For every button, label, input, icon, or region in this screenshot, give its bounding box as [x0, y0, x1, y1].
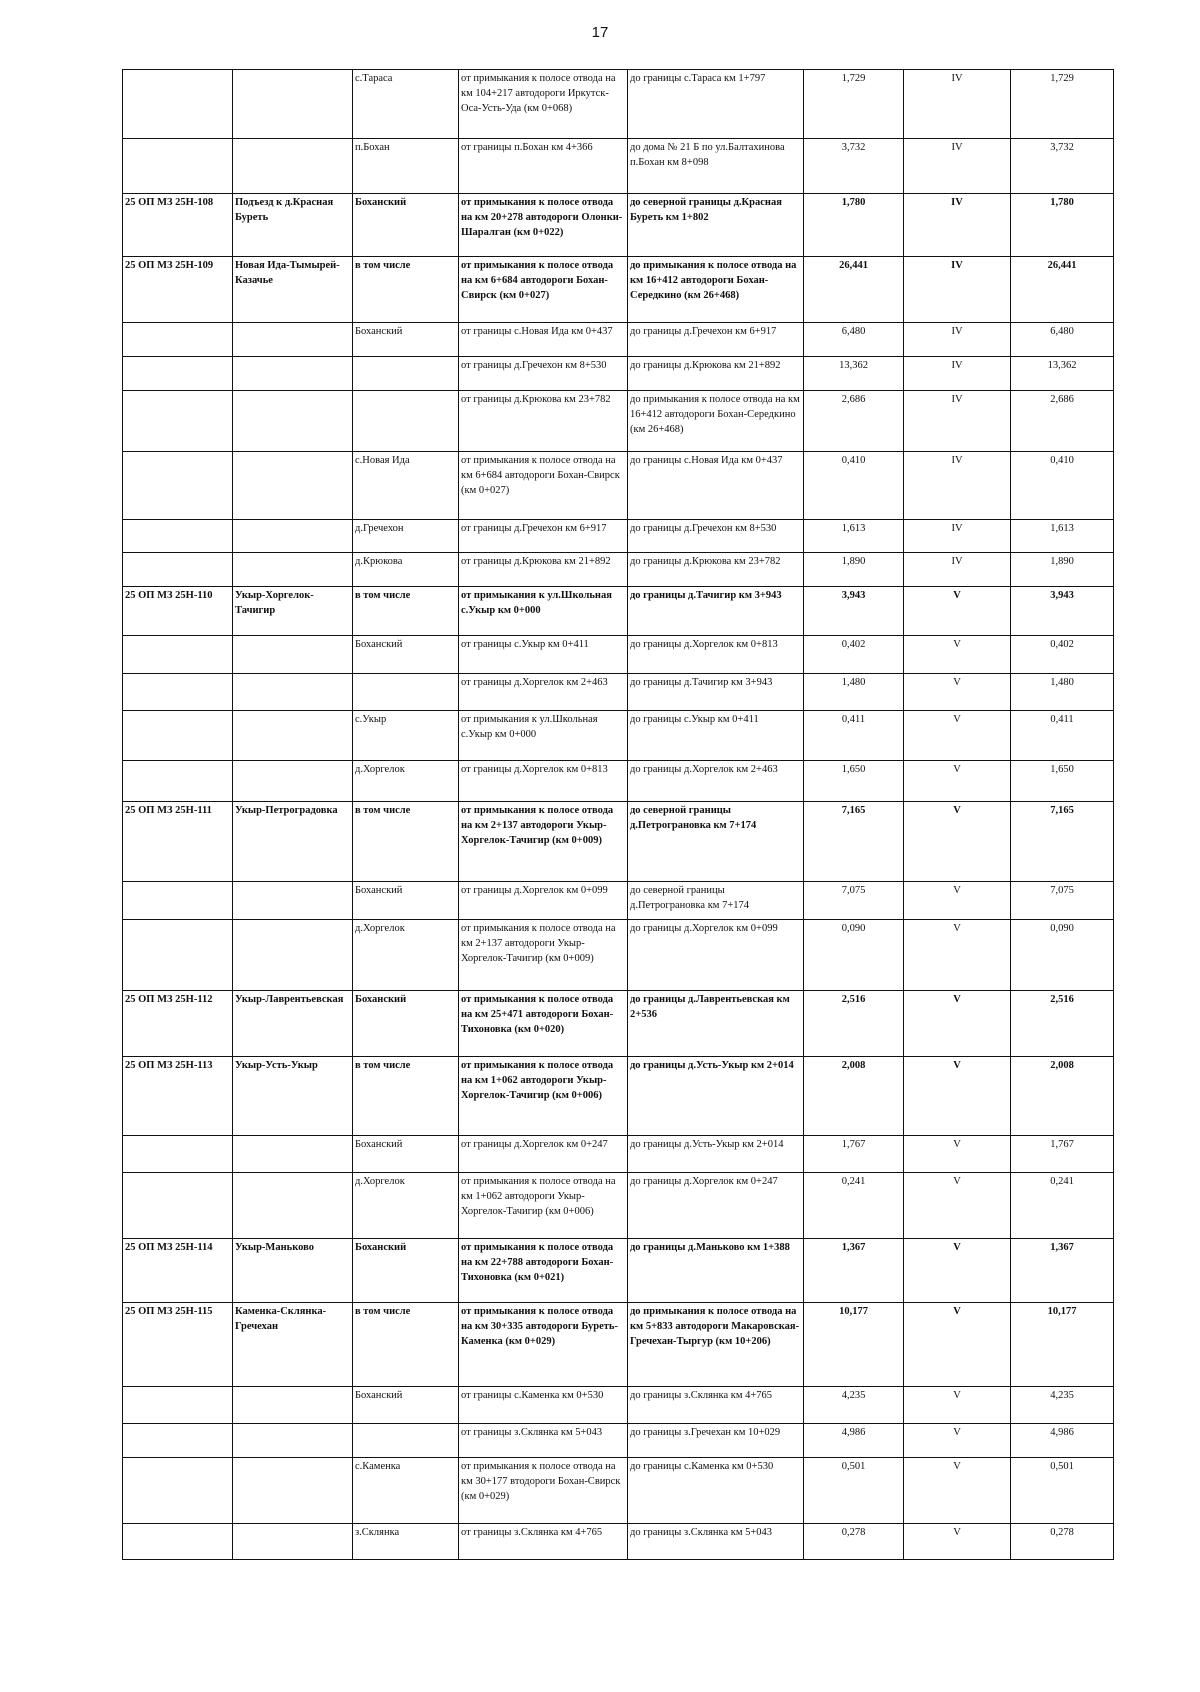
- total-length-cell: 0,411: [1011, 711, 1114, 761]
- segment-end-cell: до границы д.Крюкова км 23+782: [628, 553, 804, 587]
- road-name-cell: [233, 139, 353, 194]
- road-name-cell: [233, 674, 353, 711]
- segment-start-cell: от границы д.Хоргелок км 0+813: [459, 761, 628, 802]
- total-length-cell: 0,410: [1011, 452, 1114, 520]
- segment-end-cell: до границы д.Крюкова км 21+892: [628, 357, 804, 391]
- segment-start-cell: от примыкания к полосе отвода на км 1+062 автодороги Укыр-Хоргелок-Тачигир (км 0+006): [459, 1173, 628, 1239]
- segment-start-cell: от примыкания к полосе отвода на км 2+137 автодороги Укыр-Хоргелок-Тачигир (км 0+009): [459, 920, 628, 991]
- length-cell: 2,008: [804, 1057, 904, 1136]
- location-cell: Боханский: [353, 1136, 459, 1173]
- segment-end-cell: до границы д.Тачигир км 3+943: [628, 674, 804, 711]
- segment-end-cell: до границы д.Усть-Укыр км 2+014: [628, 1057, 804, 1136]
- segment-end-cell: до границы с.Каменка км 0+530: [628, 1458, 804, 1524]
- segment-end-cell: до границы з.Склянка км 4+765: [628, 1387, 804, 1424]
- location-cell: в том числе: [353, 257, 459, 323]
- total-length-cell: 3,732: [1011, 139, 1114, 194]
- segment-end-cell: до границы д.Маньково км 1+388: [628, 1239, 804, 1303]
- segment-start-cell: от примыкания к полосе отвода на км 30+335 автодороги Буреть-Каменка (км 0+029): [459, 1303, 628, 1387]
- length-cell: 2,686: [804, 391, 904, 452]
- location-cell: Боханский: [353, 882, 459, 920]
- table-row: [123, 257, 1114, 323]
- location-cell: в том числе: [353, 1303, 459, 1387]
- table-row: [123, 882, 1114, 920]
- category-cell: V: [904, 711, 1011, 761]
- total-length-cell: 1,650: [1011, 761, 1114, 802]
- category-cell: IV: [904, 553, 1011, 587]
- total-length-cell: 0,090: [1011, 920, 1114, 991]
- table-row: [123, 357, 1114, 391]
- total-length-cell: 0,402: [1011, 636, 1114, 674]
- segment-start-cell: от границы с.Новая Ида км 0+437: [459, 323, 628, 357]
- total-length-cell: 13,362: [1011, 357, 1114, 391]
- road-code-cell: [123, 761, 233, 802]
- table-row: [123, 1057, 1114, 1136]
- segment-end-cell: до границы д.Хоргелок км 2+463: [628, 761, 804, 802]
- location-cell: Боханский: [353, 1239, 459, 1303]
- location-cell: [353, 1424, 459, 1458]
- segment-start-cell: от границы д.Крюкова км 23+782: [459, 391, 628, 452]
- length-cell: 1,480: [804, 674, 904, 711]
- table-row: [123, 1303, 1114, 1387]
- total-length-cell: 0,241: [1011, 1173, 1114, 1239]
- total-length-cell: 2,516: [1011, 991, 1114, 1057]
- segment-start-cell: от границы д.Крюкова км 21+892: [459, 553, 628, 587]
- total-length-cell: 6,480: [1011, 323, 1114, 357]
- segment-start-cell: от примыкания к ул.Школьная с.Укыр км 0+000: [459, 587, 628, 636]
- road-name-cell: [233, 920, 353, 991]
- road-name-cell: Новая Ида-Тымырей-Казачье: [233, 257, 353, 323]
- segment-end-cell: до границы д.Хоргелок км 0+247: [628, 1173, 804, 1239]
- table-row: [123, 520, 1114, 553]
- segment-end-cell: до дома № 21 Б по ул.Балтахинова п.Бохан км 8+098: [628, 139, 804, 194]
- segment-start-cell: от границы д.Хоргелок км 0+247: [459, 1136, 628, 1173]
- road-name-cell: Укыр-Маньково: [233, 1239, 353, 1303]
- length-cell: 1,650: [804, 761, 904, 802]
- length-cell: 1,890: [804, 553, 904, 587]
- table-row: [123, 1387, 1114, 1424]
- length-cell: 0,402: [804, 636, 904, 674]
- road-name-cell: [233, 711, 353, 761]
- category-cell: IV: [904, 520, 1011, 553]
- location-cell: Боханский: [353, 636, 459, 674]
- table-row: [123, 553, 1114, 587]
- road-name-cell: Укыр-Лаврентьевская: [233, 991, 353, 1057]
- segment-end-cell: до границы д.Хоргелок км 0+099: [628, 920, 804, 991]
- road-name-cell: [233, 357, 353, 391]
- total-length-cell: 1,729: [1011, 70, 1114, 139]
- segment-end-cell: до примыкания к полосе отвода на км 16+412 автодороги Бохан-Середкино (км 26+468): [628, 257, 804, 323]
- length-cell: 2,516: [804, 991, 904, 1057]
- road-code-cell: [123, 323, 233, 357]
- segment-end-cell: до северной границы д.Петрограновка км 7+174: [628, 882, 804, 920]
- road-code-cell: 25 ОП МЗ 25Н-110: [123, 587, 233, 636]
- total-length-cell: 0,501: [1011, 1458, 1114, 1524]
- category-cell: IV: [904, 70, 1011, 139]
- location-cell: п.Бохан: [353, 139, 459, 194]
- category-cell: V: [904, 991, 1011, 1057]
- table-row: [123, 194, 1114, 257]
- category-cell: V: [904, 761, 1011, 802]
- road-register-table: [122, 69, 1114, 1560]
- road-code-cell: 25 ОП МЗ 25Н-111: [123, 802, 233, 882]
- road-name-cell: Укыр-Усть-Укыр: [233, 1057, 353, 1136]
- total-length-cell: 1,890: [1011, 553, 1114, 587]
- road-name-cell: [233, 882, 353, 920]
- category-cell: IV: [904, 452, 1011, 520]
- category-cell: V: [904, 1057, 1011, 1136]
- total-length-cell: 1,480: [1011, 674, 1114, 711]
- segment-start-cell: от примыкания к полосе отвода на км 25+471 автодороги Бохан-Тихоновка (км 0+020): [459, 991, 628, 1057]
- total-length-cell: 1,780: [1011, 194, 1114, 257]
- total-length-cell: 3,943: [1011, 587, 1114, 636]
- table-row: [123, 1458, 1114, 1524]
- segment-end-cell: до северной границы д.Красная Буреть км 1+802: [628, 194, 804, 257]
- segment-end-cell: до границы д.Гречехон км 6+917: [628, 323, 804, 357]
- length-cell: 0,411: [804, 711, 904, 761]
- length-cell: 3,943: [804, 587, 904, 636]
- location-cell: [353, 674, 459, 711]
- total-length-cell: 4,986: [1011, 1424, 1114, 1458]
- category-cell: IV: [904, 139, 1011, 194]
- segment-end-cell: до границы с.Укыр км 0+411: [628, 711, 804, 761]
- road-code-cell: [123, 1387, 233, 1424]
- location-cell: с.Тараса: [353, 70, 459, 139]
- total-length-cell: 26,441: [1011, 257, 1114, 323]
- length-cell: 0,241: [804, 1173, 904, 1239]
- total-length-cell: 1,367: [1011, 1239, 1114, 1303]
- total-length-cell: 7,165: [1011, 802, 1114, 882]
- location-cell: з.Склянка: [353, 1524, 459, 1560]
- category-cell: IV: [904, 391, 1011, 452]
- segment-start-cell: от границы с.Каменка км 0+530: [459, 1387, 628, 1424]
- road-code-cell: [123, 882, 233, 920]
- segment-end-cell: до границы д.Гречехон км 8+530: [628, 520, 804, 553]
- length-cell: 0,410: [804, 452, 904, 520]
- category-cell: V: [904, 1303, 1011, 1387]
- road-code-cell: 25 ОП МЗ 25Н-108: [123, 194, 233, 257]
- segment-start-cell: от границы д.Хоргелок км 2+463: [459, 674, 628, 711]
- category-cell: IV: [904, 323, 1011, 357]
- road-code-cell: [123, 920, 233, 991]
- table-row: [123, 1424, 1114, 1458]
- location-cell: д.Гречехон: [353, 520, 459, 553]
- table-row: [123, 991, 1114, 1057]
- road-code-cell: [123, 553, 233, 587]
- length-cell: 4,235: [804, 1387, 904, 1424]
- category-cell: IV: [904, 357, 1011, 391]
- location-cell: с.Новая Ида: [353, 452, 459, 520]
- length-cell: 4,986: [804, 1424, 904, 1458]
- road-name-cell: Каменка-Склянка-Гречехан: [233, 1303, 353, 1387]
- road-code-cell: 25 ОП МЗ 25Н-112: [123, 991, 233, 1057]
- road-code-cell: 25 ОП МЗ 25Н-114: [123, 1239, 233, 1303]
- road-name-cell: Подъезд к д.Красная Буреть: [233, 194, 353, 257]
- road-name-cell: [233, 1458, 353, 1524]
- table-row: [123, 587, 1114, 636]
- segment-start-cell: от примыкания к ул.Школьная с.Укыр км 0+000: [459, 711, 628, 761]
- table-row: [123, 636, 1114, 674]
- road-name-cell: [233, 1387, 353, 1424]
- segment-end-cell: до границы д.Тачигир км 3+943: [628, 587, 804, 636]
- length-cell: 1,367: [804, 1239, 904, 1303]
- category-cell: V: [904, 920, 1011, 991]
- category-cell: IV: [904, 194, 1011, 257]
- road-code-cell: [123, 1524, 233, 1560]
- category-cell: V: [904, 1424, 1011, 1458]
- road-name-cell: [233, 1136, 353, 1173]
- category-cell: V: [904, 1458, 1011, 1524]
- category-cell: V: [904, 587, 1011, 636]
- table-row: [123, 1136, 1114, 1173]
- length-cell: 6,480: [804, 323, 904, 357]
- road-name-cell: [233, 520, 353, 553]
- table-row: [123, 711, 1114, 761]
- category-cell: V: [904, 1387, 1011, 1424]
- length-cell: 1,613: [804, 520, 904, 553]
- length-cell: 7,075: [804, 882, 904, 920]
- segment-start-cell: от примыкания к полосе отвода на км 6+684 автодороги Бохан-Свирск (км 0+027): [459, 257, 628, 323]
- road-name-cell: Укыр-Хоргелок-Тачигир: [233, 587, 353, 636]
- segment-start-cell: от границы д.Гречехон км 6+917: [459, 520, 628, 553]
- segment-start-cell: от примыкания к полосе отвода на км 1+062 автодороги Укыр-Хоргелок-Тачигир (км 0+006): [459, 1057, 628, 1136]
- table-row: [123, 323, 1114, 357]
- road-code-cell: [123, 674, 233, 711]
- segment-start-cell: от примыкания к полосе отвода на км 30+177 втодороги Бохан-Свирск (км 0+029): [459, 1458, 628, 1524]
- location-cell: д.Крюкова: [353, 553, 459, 587]
- segment-start-cell: от границы з.Склянка км 5+043: [459, 1424, 628, 1458]
- total-length-cell: 7,075: [1011, 882, 1114, 920]
- table-row: [123, 802, 1114, 882]
- total-length-cell: 2,008: [1011, 1057, 1114, 1136]
- road-code-cell: 25 ОП МЗ 25Н-113: [123, 1057, 233, 1136]
- category-cell: V: [904, 636, 1011, 674]
- location-cell: в том числе: [353, 587, 459, 636]
- location-cell: д.Хоргелок: [353, 761, 459, 802]
- table-row: [123, 1239, 1114, 1303]
- road-code-cell: [123, 1136, 233, 1173]
- road-code-cell: [123, 1458, 233, 1524]
- location-cell: с.Укыр: [353, 711, 459, 761]
- length-cell: 1,767: [804, 1136, 904, 1173]
- segment-end-cell: до северной границы д.Петрограновка км 7+174: [628, 802, 804, 882]
- road-code-cell: [123, 391, 233, 452]
- road-code-cell: [123, 139, 233, 194]
- location-cell: [353, 391, 459, 452]
- length-cell: 0,090: [804, 920, 904, 991]
- length-cell: 3,732: [804, 139, 904, 194]
- location-cell: д.Хоргелок: [353, 920, 459, 991]
- category-cell: V: [904, 882, 1011, 920]
- location-cell: Боханский: [353, 991, 459, 1057]
- road-code-cell: [123, 1173, 233, 1239]
- road-name-cell: [233, 391, 353, 452]
- category-cell: V: [904, 1239, 1011, 1303]
- table-row: [123, 70, 1114, 139]
- page-number: 17: [591, 24, 609, 41]
- road-code-cell: [123, 1424, 233, 1458]
- location-cell: Боханский: [353, 1387, 459, 1424]
- table-row: [123, 1524, 1114, 1560]
- segment-end-cell: до границы с.Новая Ида км 0+437: [628, 452, 804, 520]
- location-cell: Боханский: [353, 323, 459, 357]
- segment-start-cell: от примыкания к полосе отвода на км 20+278 автодороги Олонки-Шаралган (км 0+022): [459, 194, 628, 257]
- road-name-cell: [233, 1424, 353, 1458]
- category-cell: V: [904, 1136, 1011, 1173]
- location-cell: [353, 357, 459, 391]
- length-cell: 1,780: [804, 194, 904, 257]
- length-cell: 7,165: [804, 802, 904, 882]
- category-cell: V: [904, 802, 1011, 882]
- road-name-cell: [233, 452, 353, 520]
- length-cell: 13,362: [804, 357, 904, 391]
- segment-end-cell: до границы д.Усть-Укыр км 2+014: [628, 1136, 804, 1173]
- location-cell: Боханский: [353, 194, 459, 257]
- length-cell: 0,278: [804, 1524, 904, 1560]
- category-cell: V: [904, 1173, 1011, 1239]
- category-cell: V: [904, 1524, 1011, 1560]
- road-name-cell: [233, 553, 353, 587]
- segment-start-cell: от примыкания к полосе отвода на км 6+684 автодороги Бохан-Свирск (км 0+027): [459, 452, 628, 520]
- total-length-cell: 10,177: [1011, 1303, 1114, 1387]
- road-code-cell: 25 ОП МЗ 25Н-109: [123, 257, 233, 323]
- length-cell: 1,729: [804, 70, 904, 139]
- road-code-cell: [123, 636, 233, 674]
- road-name-cell: [233, 636, 353, 674]
- category-cell: IV: [904, 257, 1011, 323]
- location-cell: д.Хоргелок: [353, 1173, 459, 1239]
- road-code-cell: [123, 452, 233, 520]
- road-name-cell: Укыр-Петроградовка: [233, 802, 353, 882]
- segment-start-cell: от примыкания к полосе отвода на км 2+137 автодороги Укыр-Хоргелок-Тачигир (км 0+009): [459, 802, 628, 882]
- road-code-cell: [123, 711, 233, 761]
- total-length-cell: 4,235: [1011, 1387, 1114, 1424]
- segment-start-cell: от границы п.Бохан км 4+366: [459, 139, 628, 194]
- category-cell: V: [904, 674, 1011, 711]
- table-row: [123, 674, 1114, 711]
- location-cell: в том числе: [353, 1057, 459, 1136]
- segment-start-cell: от примыкания к полосе отвода на км 22+788 автодороги Бохан-Тихоновка (км 0+021): [459, 1239, 628, 1303]
- road-name-cell: [233, 761, 353, 802]
- segment-end-cell: до границы д.Хоргелок км 0+813: [628, 636, 804, 674]
- table-row: [123, 391, 1114, 452]
- total-length-cell: 1,613: [1011, 520, 1114, 553]
- road-code-cell: [123, 520, 233, 553]
- segment-start-cell: от границы с.Укыр км 0+411: [459, 636, 628, 674]
- road-name-cell: [233, 1173, 353, 1239]
- table-row: [123, 139, 1114, 194]
- total-length-cell: 2,686: [1011, 391, 1114, 452]
- road-code-cell: [123, 70, 233, 139]
- segment-start-cell: от примыкания к полосе отвода на км 104+217 автодороги Иркутск-Оса-Усть-Уда (км 0+068): [459, 70, 628, 139]
- length-cell: 0,501: [804, 1458, 904, 1524]
- segment-end-cell: до границы з.Гречехан км 10+029: [628, 1424, 804, 1458]
- segment-start-cell: от границы д.Хоргелок км 0+099: [459, 882, 628, 920]
- segment-start-cell: от границы д.Гречехон км 8+530: [459, 357, 628, 391]
- location-cell: с.Каменка: [353, 1458, 459, 1524]
- table-row: [123, 761, 1114, 802]
- road-name-cell: [233, 323, 353, 357]
- road-code-cell: 25 ОП МЗ 25Н-115: [123, 1303, 233, 1387]
- segment-end-cell: до границы д.Лаврентьевская км 2+536: [628, 991, 804, 1057]
- segment-end-cell: до границы с.Тараса км 1+797: [628, 70, 804, 139]
- segment-start-cell: от границы з.Склянка км 4+765: [459, 1524, 628, 1560]
- segment-end-cell: до примыкания к полосе отвода на км 5+833 автодороги Макаровская-Гречехан-Тыргур (км 10+206): [628, 1303, 804, 1387]
- segment-end-cell: до примыкания к полосе отвода на км 16+412 автодороги Бохан-Середкино (км 26+468): [628, 391, 804, 452]
- table-row: [123, 1173, 1114, 1239]
- total-length-cell: 0,278: [1011, 1524, 1114, 1560]
- table-row: [123, 920, 1114, 991]
- road-code-cell: [123, 357, 233, 391]
- length-cell: 10,177: [804, 1303, 904, 1387]
- total-length-cell: 1,767: [1011, 1136, 1114, 1173]
- segment-end-cell: до границы з.Склянка км 5+043: [628, 1524, 804, 1560]
- table-row: [123, 452, 1114, 520]
- length-cell: 26,441: [804, 257, 904, 323]
- road-name-cell: [233, 1524, 353, 1560]
- road-name-cell: [233, 70, 353, 139]
- location-cell: в том числе: [353, 802, 459, 882]
